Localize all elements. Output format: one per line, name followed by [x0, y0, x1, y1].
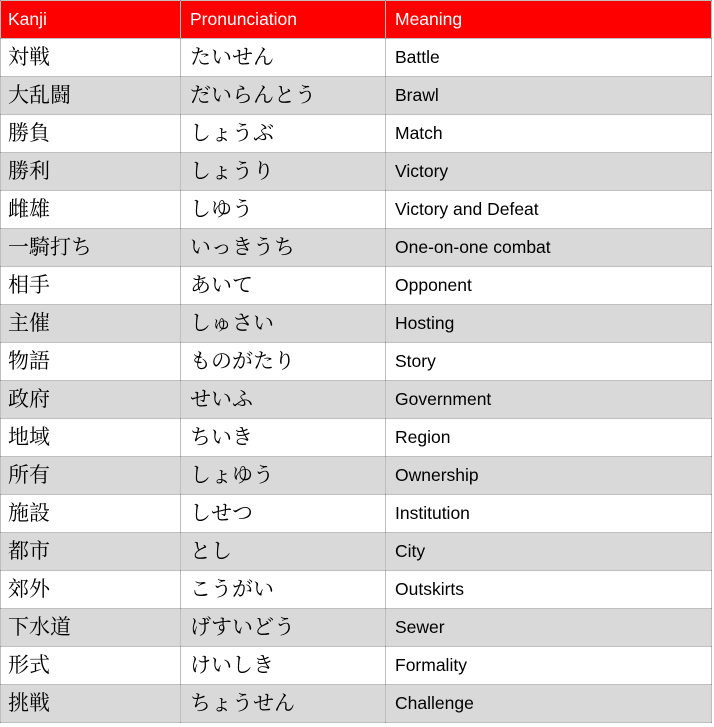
- table-row: [1, 571, 712, 609]
- cell-pronunciation: いっきうち: [181, 229, 386, 267]
- cell-pronunciation: たいせん: [181, 39, 386, 77]
- cell-meaning: Victory and Defeat: [386, 191, 712, 229]
- cell-pronunciation: せいふ: [181, 381, 386, 419]
- header-row: [1, 1, 712, 39]
- table-row: [1, 609, 712, 647]
- cell-meaning: Institution: [386, 495, 712, 533]
- cell-meaning: Opponent: [386, 267, 712, 305]
- cell-pronunciation: しせつ: [181, 495, 386, 533]
- cell-kanji: 大乱闘: [1, 77, 181, 115]
- cell-kanji: 挑戦: [1, 685, 181, 723]
- cell-kanji: 一騎打ち: [1, 229, 181, 267]
- cell-pronunciation: ちょうせん: [181, 685, 386, 723]
- cell-kanji: 雌雄: [1, 191, 181, 229]
- table-row: [1, 685, 712, 723]
- cell-kanji: 都市: [1, 533, 181, 571]
- cell-kanji: 相手: [1, 267, 181, 305]
- cell-kanji: 勝利: [1, 153, 181, 191]
- cell-pronunciation: しょうぶ: [181, 115, 386, 153]
- cell-meaning: Story: [386, 343, 712, 381]
- table-body: [1, 39, 712, 723]
- cell-meaning: Victory: [386, 153, 712, 191]
- cell-pronunciation: こうがい: [181, 571, 386, 609]
- table-row: [1, 419, 712, 457]
- cell-pronunciation: ちいき: [181, 419, 386, 457]
- cell-meaning: Region: [386, 419, 712, 457]
- table-row: [1, 153, 712, 191]
- cell-kanji: 地域: [1, 419, 181, 457]
- cell-meaning: Challenge: [386, 685, 712, 723]
- table-row: [1, 305, 712, 343]
- cell-meaning: City: [386, 533, 712, 571]
- table-row: [1, 39, 712, 77]
- cell-meaning: Ownership: [386, 457, 712, 495]
- cell-meaning: Sewer: [386, 609, 712, 647]
- cell-kanji: 形式: [1, 647, 181, 685]
- table-row: [1, 381, 712, 419]
- table-row: [1, 191, 712, 229]
- cell-meaning: Formality: [386, 647, 712, 685]
- table-row: [1, 77, 712, 115]
- column-header-meaning: Meaning: [386, 1, 712, 39]
- cell-kanji: 対戦: [1, 39, 181, 77]
- cell-meaning: Battle: [386, 39, 712, 77]
- table-row: [1, 343, 712, 381]
- cell-kanji: 所有: [1, 457, 181, 495]
- cell-pronunciation: とし: [181, 533, 386, 571]
- cell-pronunciation: しょゆう: [181, 457, 386, 495]
- cell-kanji: 主催: [1, 305, 181, 343]
- column-header-pronunciation: Pronunciation: [181, 1, 386, 39]
- cell-pronunciation: しゅさい: [181, 305, 386, 343]
- cell-meaning: Outskirts: [386, 571, 712, 609]
- cell-meaning: One-on-one combat: [386, 229, 712, 267]
- cell-kanji: 下水道: [1, 609, 181, 647]
- cell-pronunciation: しょうり: [181, 153, 386, 191]
- cell-meaning: Match: [386, 115, 712, 153]
- column-header-kanji: Kanji: [1, 1, 181, 39]
- cell-kanji: 施設: [1, 495, 181, 533]
- table-row: [1, 533, 712, 571]
- cell-kanji: 政府: [1, 381, 181, 419]
- table-row: [1, 267, 712, 305]
- cell-kanji: 物語: [1, 343, 181, 381]
- table-row: [1, 457, 712, 495]
- cell-pronunciation: しゆう: [181, 191, 386, 229]
- cell-meaning: Government: [386, 381, 712, 419]
- cell-pronunciation: ものがたり: [181, 343, 386, 381]
- cell-pronunciation: だいらんとう: [181, 77, 386, 115]
- cell-pronunciation: げすいどう: [181, 609, 386, 647]
- cell-meaning: Brawl: [386, 77, 712, 115]
- table-row: [1, 495, 712, 533]
- cell-kanji: 勝負: [1, 115, 181, 153]
- cell-pronunciation: あいて: [181, 267, 386, 305]
- table-row: [1, 229, 712, 267]
- table-header: [1, 1, 712, 39]
- table-row: [1, 115, 712, 153]
- table-row: [1, 647, 712, 685]
- cell-pronunciation: けいしき: [181, 647, 386, 685]
- cell-meaning: Hosting: [386, 305, 712, 343]
- cell-kanji: 郊外: [1, 571, 181, 609]
